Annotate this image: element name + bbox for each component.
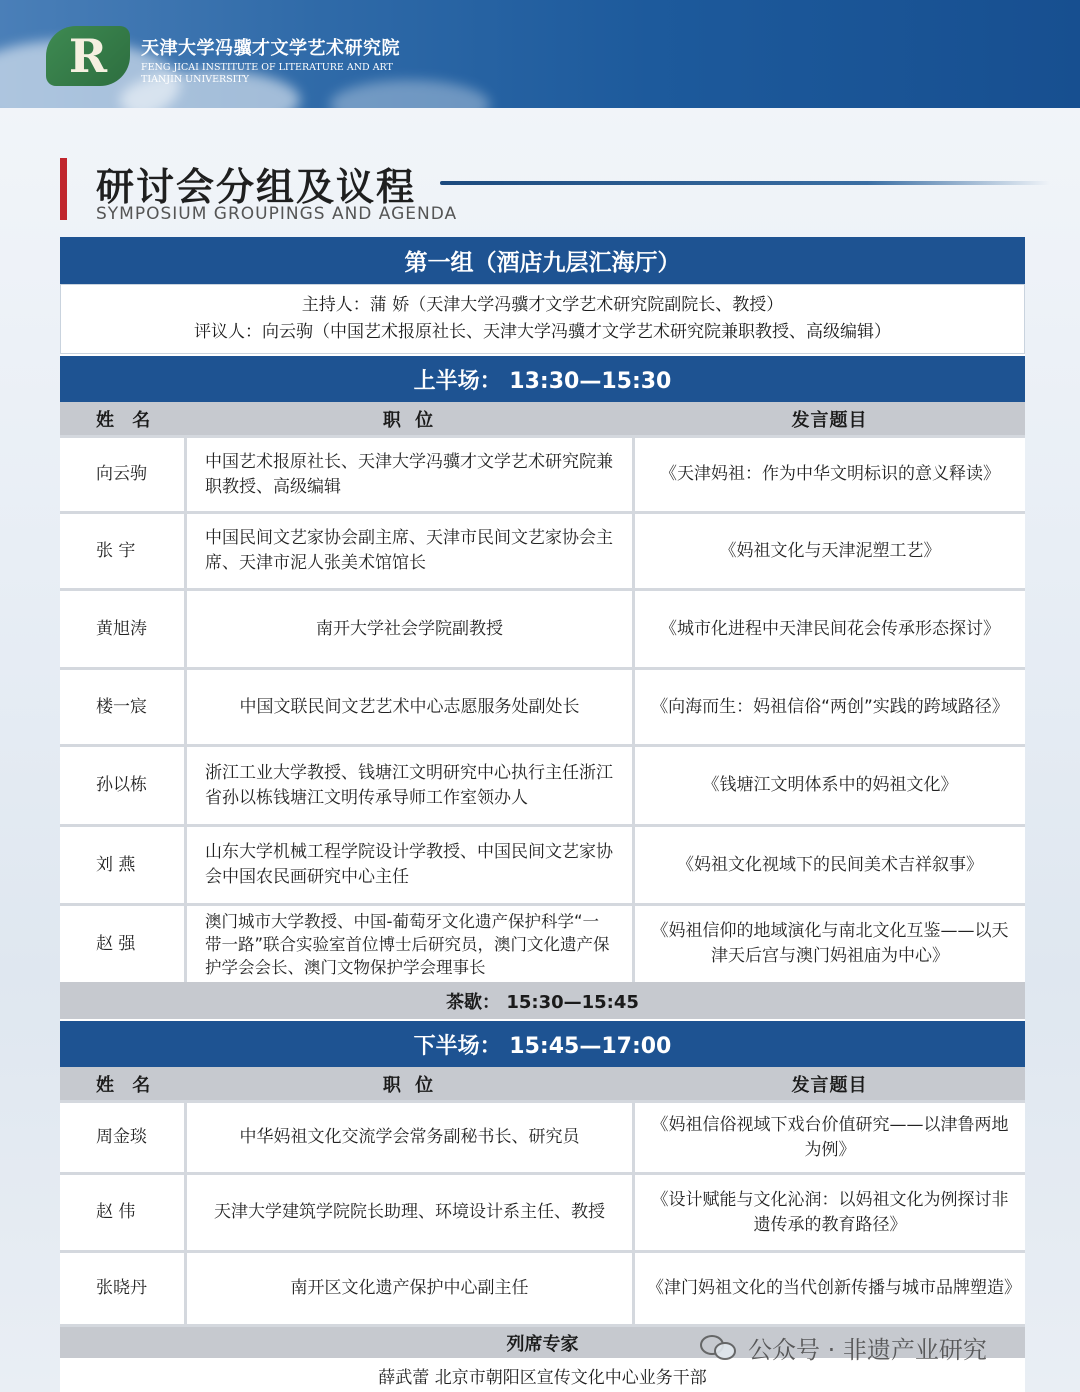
speaker-name: 周金琰	[60, 1103, 184, 1172]
reviewer-line: 评议人：向云驹（中国艺术报原社长、天津大学冯骥才文学艺术研究院兼职教授、高级编辑）	[194, 322, 891, 342]
column-topic: 发言题目	[791, 1074, 868, 1096]
speaker-position: 浙江工业大学教授、钱塘江文明研究中心执行主任浙江省孙以栋钱塘江文明传承导师工作室领办人	[187, 747, 632, 824]
institute-logo	[46, 26, 130, 86]
table-row	[60, 588, 1025, 667]
table-row	[60, 511, 1025, 588]
column-position: 职 位	[382, 1074, 438, 1096]
speaker-position: 南开区文化遗产保护中心副主任	[187, 1253, 632, 1324]
experts-heading: 列席专家	[60, 1324, 1025, 1358]
session-2-title: 下半场： 15:45—17:00	[60, 1019, 1025, 1067]
column-position: 职 位	[382, 409, 438, 431]
page-title: 研讨会分组及议程	[96, 165, 417, 209]
session-1-title: 上半场： 13:30—15:30	[60, 354, 1025, 402]
header-banner	[0, 0, 1080, 108]
column-name: 姓 名	[96, 409, 157, 431]
speech-topic: 《设计赋能与文化沁润：以妈祖文化为例探讨非遗传承的教育路径》	[635, 1175, 1025, 1250]
speaker-name: 赵 强	[60, 906, 184, 982]
table-row	[60, 435, 1025, 511]
table-row	[60, 903, 1025, 982]
agenda-table	[60, 237, 1025, 1392]
speech-topic: 《妈祖文化与天津泥塑工艺》	[635, 514, 1025, 588]
wechat-icon	[700, 1333, 740, 1363]
speaker-position: 中国文联民间文艺艺术中心志愿服务处副处长	[187, 670, 632, 744]
table-row	[60, 1250, 1025, 1324]
table-row	[60, 667, 1025, 744]
column-name: 姓 名	[96, 1074, 157, 1096]
institute-name-en: FENG JICAI INSTITUTE OF LITERATURE AND ART	[141, 62, 393, 73]
table-row	[60, 1172, 1025, 1250]
tea-break: 茶歇： 15:30—15:45	[60, 982, 1025, 1019]
speaker-name: 向云驹	[60, 438, 184, 511]
expert-line: 薛武蕾 北京市朝阳区宣传文化中心业务干部	[60, 1358, 1025, 1392]
speaker-position: 澳门城市大学教授、中国-葡萄牙文化遗产保护科学“一带一路”联合实验室首位博士后研究员，澳门文化遗产保护学会会长、澳门文物保护学会理事长	[187, 906, 632, 982]
speaker-name: 黄旭涛	[60, 591, 184, 667]
institute-name-cn: 天津大学冯骥才文学艺术研究院	[141, 38, 400, 59]
speech-topic: 《妈祖信仰的地域演化与南北文化互鉴——以天津天后宫与澳门妈祖庙为中心》	[635, 906, 1025, 982]
speaker-position: 中华妈祖文化交流学会常务副秘书长、研究员	[187, 1103, 632, 1172]
column-header	[60, 402, 1025, 435]
speaker-position: 中国民间文艺家协会副主席、天津市民间文艺家协会主席、天津市泥人张美术馆馆长	[187, 514, 632, 588]
table-row	[60, 744, 1025, 824]
title-divider	[440, 181, 1050, 185]
speaker-name: 张 宇	[60, 514, 184, 588]
speaker-name: 楼一宸	[60, 670, 184, 744]
title-accent-bar	[60, 158, 67, 220]
wechat-watermark	[700, 1330, 987, 1365]
host-info	[60, 284, 1025, 354]
speech-topic: 《妈祖文化视域下的民间美术吉祥叙事》	[635, 827, 1025, 903]
speech-topic: 《钱塘江文明体系中的妈祖文化》	[635, 747, 1025, 824]
column-topic: 发言题目	[791, 409, 868, 431]
logo-letter: R	[68, 29, 108, 83]
speech-topic: 《津门妈祖文化的当代创新传播与城市品牌塑造》	[635, 1253, 1025, 1324]
table-row	[60, 824, 1025, 903]
watermark-text: 公众号 · 非遗产业研究	[748, 1336, 987, 1364]
speaker-position: 南开大学社会学院副教授	[187, 591, 632, 667]
speaker-name: 孙以栋	[60, 747, 184, 824]
column-header	[60, 1067, 1025, 1100]
institute-university-en: TIANJIN UNIVERSITY	[141, 74, 250, 85]
speaker-name: 刘 燕	[60, 827, 184, 903]
speech-topic: 《城市化进程中天津民间花会传承形态探讨》	[635, 591, 1025, 667]
speech-topic: 《天津妈祖：作为中华文明标识的意义释读》	[635, 438, 1025, 511]
host-line: 主持人：蒲 娇（天津大学冯骥才文学艺术研究院副院长、教授）	[301, 295, 784, 315]
cloud-decoration	[330, 80, 490, 108]
table-row	[60, 1100, 1025, 1172]
speaker-position: 中国艺术报原社长、天津大学冯骥才文学艺术研究院兼职教授、高级编辑	[187, 438, 632, 511]
page-subtitle: SYMPOSIUM GROUPINGS AND AGENDA	[96, 204, 458, 224]
speaker-position: 天津大学建筑学院院长助理、环境设计系主任、教授	[187, 1175, 632, 1250]
speaker-position: 山东大学机械工程学院设计学教授、中国民间文艺家协会中国农民画研究中心主任	[187, 827, 632, 903]
speaker-name: 张晓丹	[60, 1253, 184, 1324]
speaker-name: 赵 伟	[60, 1175, 184, 1250]
speech-topic: 《妈祖信俗视域下戏台价值研究——以津鲁两地为例》	[635, 1103, 1025, 1172]
group-title: 第一组（酒店九层汇海厅）	[60, 237, 1025, 284]
speech-topic: 《向海而生：妈祖信俗“两创”实践的跨域路径》	[635, 670, 1025, 744]
